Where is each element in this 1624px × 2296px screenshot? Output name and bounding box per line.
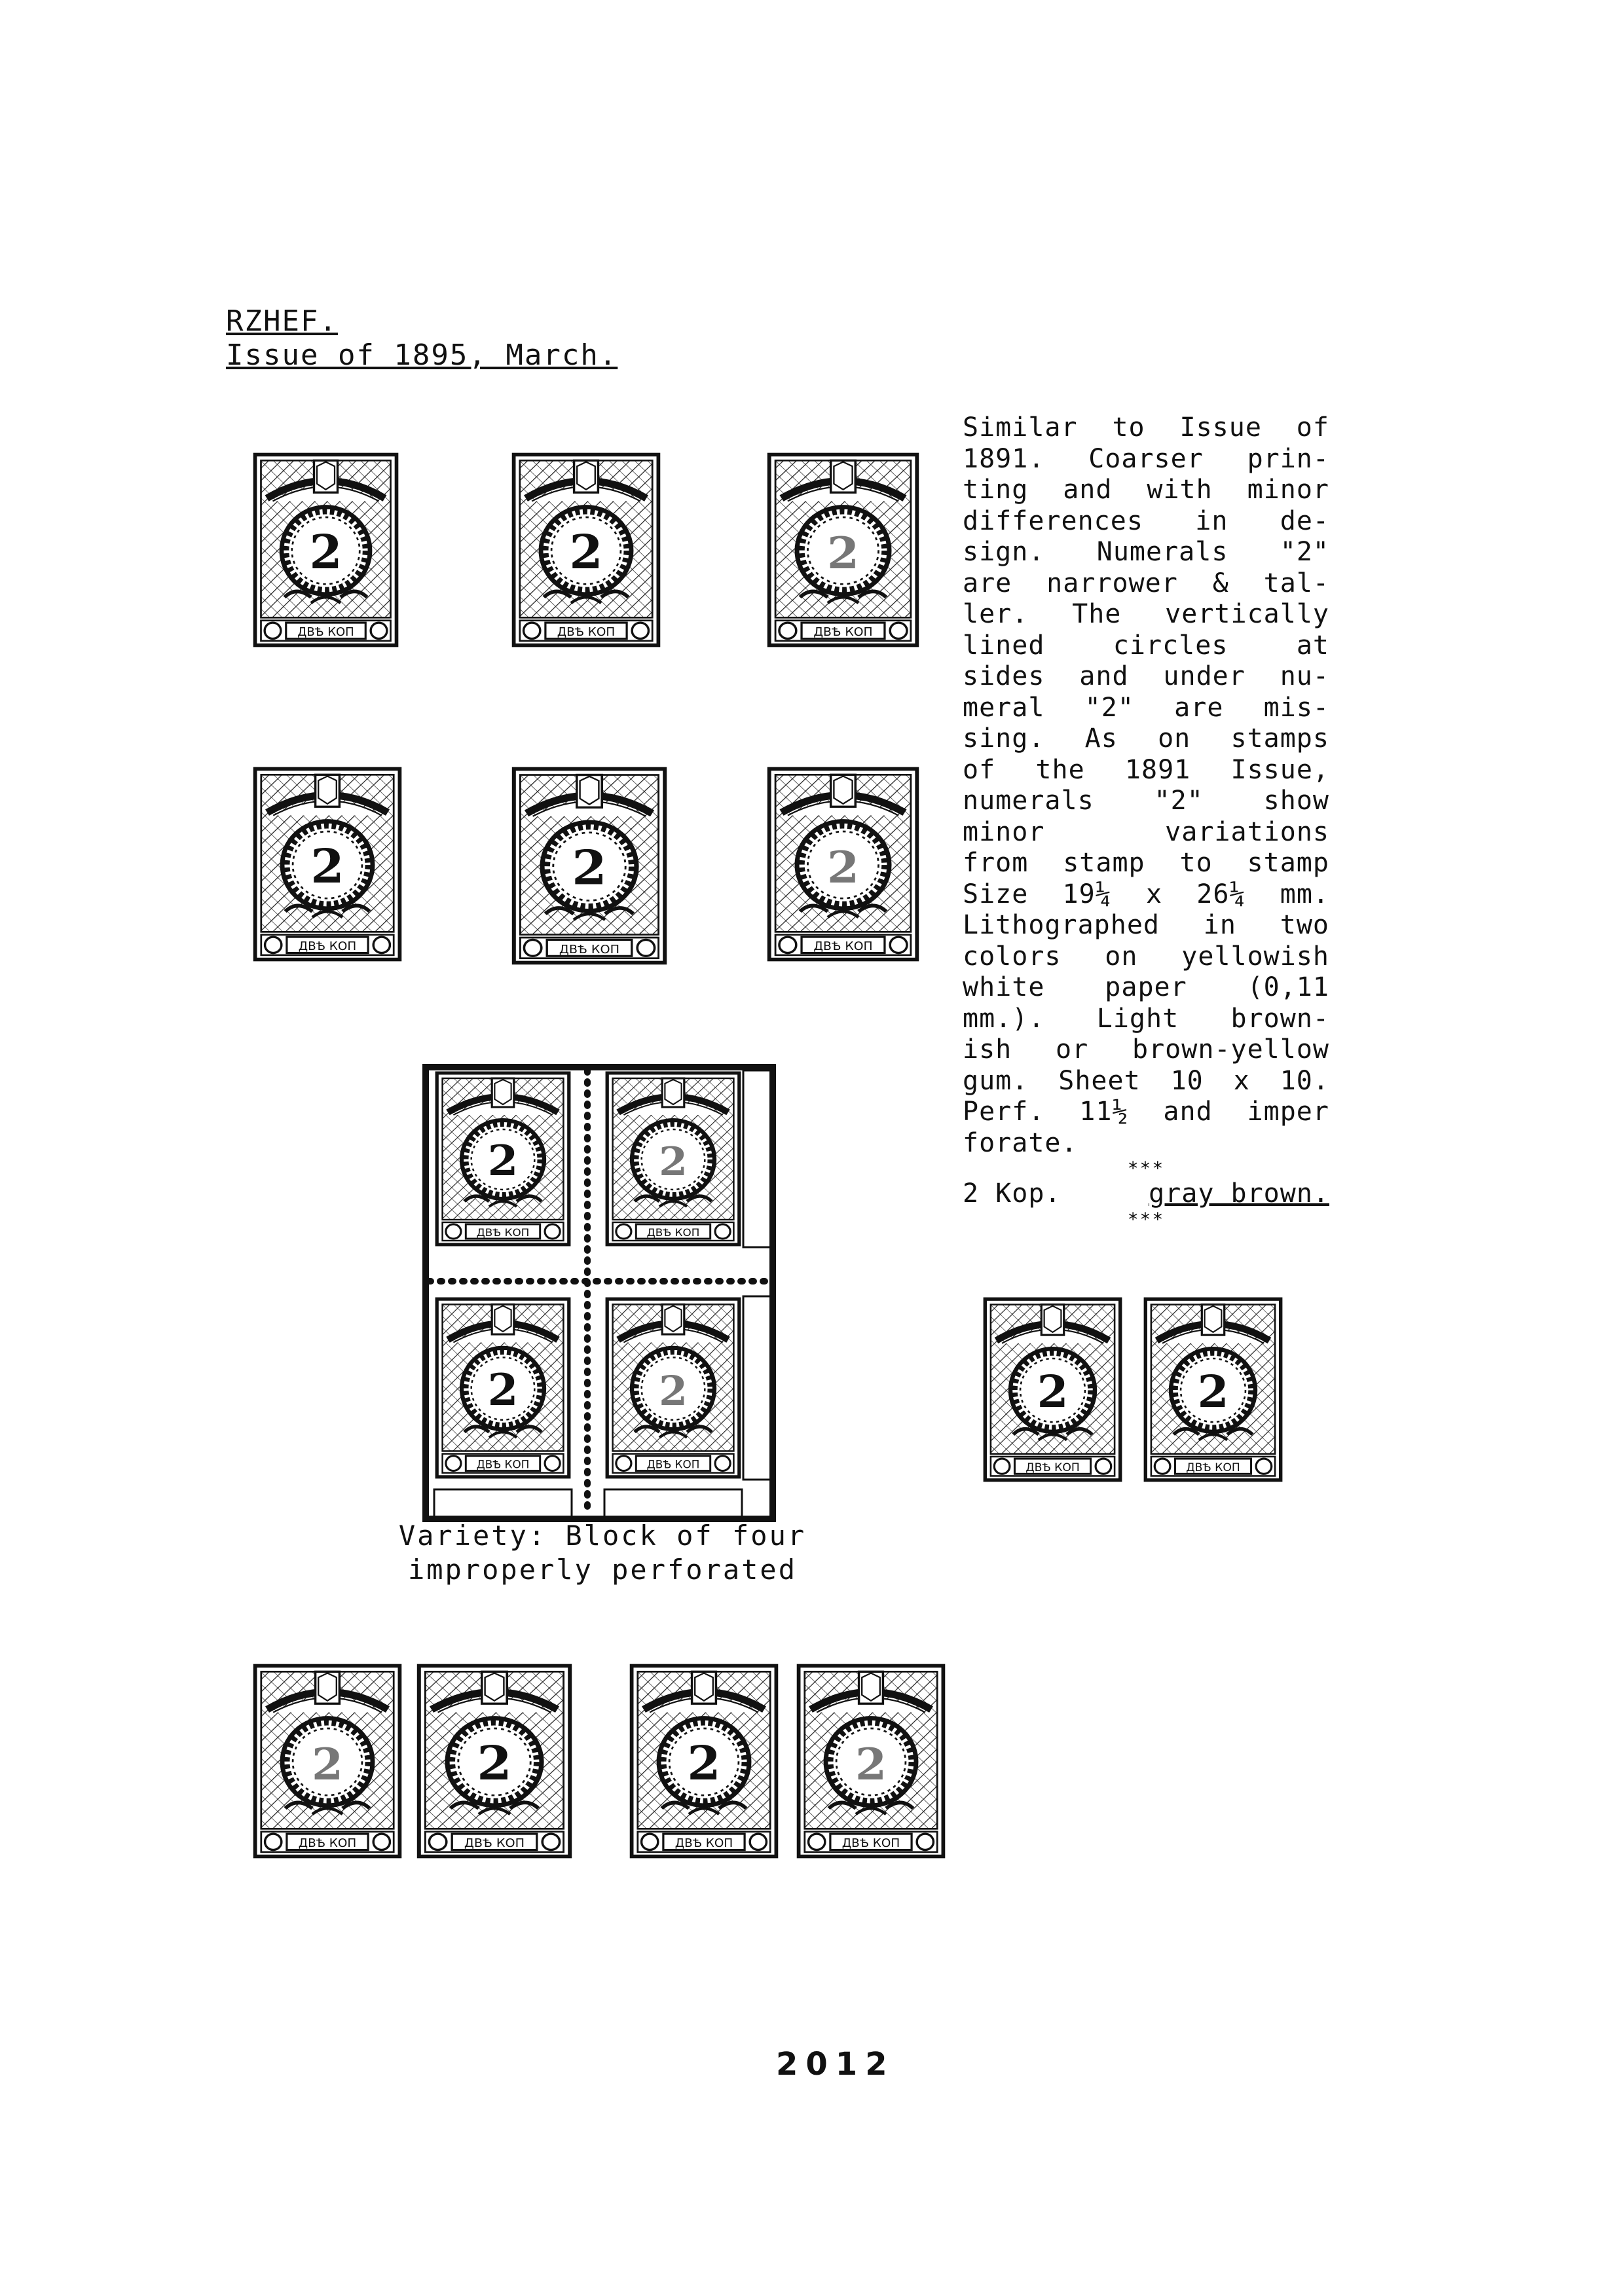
- page-title: [226, 304, 618, 373]
- description-line: differences in de-: [963, 505, 1329, 536]
- page-number: 2012: [776, 2046, 895, 2083]
- stamp-numeral: 2: [826, 842, 860, 894]
- stamp-legend: ДВѢ КОП: [297, 625, 354, 640]
- description-line: sides and under nu-: [963, 661, 1329, 691]
- description-line: are narrower & tal-: [963, 568, 1329, 598]
- stamp-legend: ДВѢ КОП: [646, 1226, 700, 1239]
- stamp-image: [796, 1663, 946, 1862]
- stamp-numeral: 2: [311, 1738, 344, 1790]
- issue-date: Issue of 1895, March.: [226, 338, 618, 372]
- stamp-legend: ДВѢ КОП: [298, 939, 357, 954]
- stamp-legend: ДВѢ КОП: [813, 939, 873, 953]
- stamp-legend: ДВѢ КОП: [1186, 1461, 1240, 1475]
- stamp-numeral: 2: [687, 1736, 721, 1791]
- stamp-numeral: 2: [1037, 1366, 1069, 1418]
- description-line: from stamp to stamp: [963, 848, 1329, 878]
- stamp-numeral: 2: [487, 1364, 519, 1415]
- description-lines: [963, 412, 1329, 1159]
- description-line: numerals "2" show: [963, 786, 1329, 816]
- stamp-image: [1143, 1296, 1283, 1485]
- stamp-legend: ДВѢ КОП: [298, 1836, 357, 1851]
- stamp-legend: ДВѢ КОП: [1025, 1461, 1080, 1475]
- description-line: 1891. Coarser prin-: [963, 443, 1329, 474]
- stamp-legend: ДВѢ КОП: [841, 1836, 900, 1851]
- description-line: Similar to Issue of: [963, 412, 1329, 443]
- stamp-legend: ДВѢ КОП: [646, 1458, 700, 1471]
- stamp-legend: ДВѢ КОП: [476, 1458, 530, 1471]
- block-stamp: [607, 1299, 739, 1477]
- value-line: [963, 1178, 1329, 1210]
- caption-line-1: Variety: Block of four: [398, 1520, 807, 1552]
- description-text: [963, 412, 1329, 1230]
- value-color: gray brown.: [1149, 1178, 1329, 1209]
- block-stamp: [607, 1073, 739, 1245]
- stamp-legend: ДВѢ КОП: [476, 1226, 530, 1239]
- stamp-numeral: 2: [1197, 1366, 1229, 1418]
- stamp-image: [416, 1663, 573, 1862]
- description-line: gum. Sheet 10 x 10.: [963, 1065, 1329, 1096]
- stamp-image: [252, 766, 403, 965]
- description-line: sing. As on stamps: [963, 723, 1329, 754]
- description-line: colors on yellowish: [963, 941, 1329, 972]
- stamp-image: [629, 1663, 779, 1862]
- stamp-legend: ДВѢ КОП: [674, 1836, 733, 1851]
- description-line: Lithographed in two: [963, 910, 1329, 940]
- value-denomination: 2 Kop.: [963, 1178, 1061, 1209]
- description-line: minor variations: [963, 816, 1329, 847]
- stamp-numeral: 2: [310, 839, 344, 894]
- stamp-image: [982, 1296, 1123, 1485]
- description-line: ting and with minor: [963, 475, 1329, 505]
- stamp-numeral: 2: [487, 1136, 519, 1186]
- description-line: mm.). Light brown-: [963, 1003, 1329, 1034]
- stamp-image: [766, 766, 920, 965]
- stamp-image: [511, 452, 661, 651]
- description-line: of the 1891 Issue,: [963, 754, 1329, 785]
- description-line: ler. The vertically: [963, 599, 1329, 629]
- description-line: white paper (0,11: [963, 972, 1329, 1002]
- block-caption: [367, 1519, 838, 1587]
- block-stamp: [437, 1073, 569, 1245]
- stamp-image: [766, 452, 920, 651]
- stamp-image: [252, 1663, 403, 1862]
- stamp-image: [511, 766, 668, 968]
- description-line: Perf. 11½ and imper: [963, 1097, 1329, 1127]
- block-of-four-art: [429, 1070, 769, 1516]
- stamp-numeral: 2: [659, 1138, 688, 1185]
- stamp-numeral: 2: [855, 1738, 887, 1790]
- stamp-numeral: 2: [309, 524, 342, 579]
- stamp-numeral: 2: [826, 528, 860, 579]
- description-line: meral "2" are mis-: [963, 692, 1329, 723]
- separator-stars-bottom: ***: [1127, 1208, 1165, 1230]
- description-line: forate.: [963, 1127, 1078, 1158]
- stamp-image: [252, 452, 399, 651]
- caption-line-2: improperly perforated: [407, 1554, 797, 1586]
- stamp-legend: ДВѢ КОП: [464, 1836, 525, 1850]
- description-line: ish or brown-yellow: [963, 1034, 1329, 1065]
- stamp-legend: ДВѢ КОП: [559, 943, 620, 957]
- stamp-numeral: 2: [569, 524, 603, 580]
- stamp-numeral: 2: [477, 1736, 512, 1791]
- town-name: RZHEF.: [226, 304, 338, 338]
- description-line: lined circles at: [963, 630, 1329, 661]
- separator-stars: ***: [1127, 1157, 1165, 1179]
- stamp-legend: ДВѢ КОП: [557, 625, 616, 640]
- stamp-numeral: 2: [659, 1366, 688, 1415]
- stamp-numeral: 2: [572, 839, 607, 896]
- stamp-legend: ДВѢ КОП: [813, 625, 873, 639]
- description-line: Size 19¼ x 26¼ mm.: [963, 879, 1329, 909]
- block-stamp: [437, 1299, 569, 1477]
- description-line: sign. Numerals "2": [963, 537, 1329, 567]
- block-of-four: [422, 1064, 776, 1522]
